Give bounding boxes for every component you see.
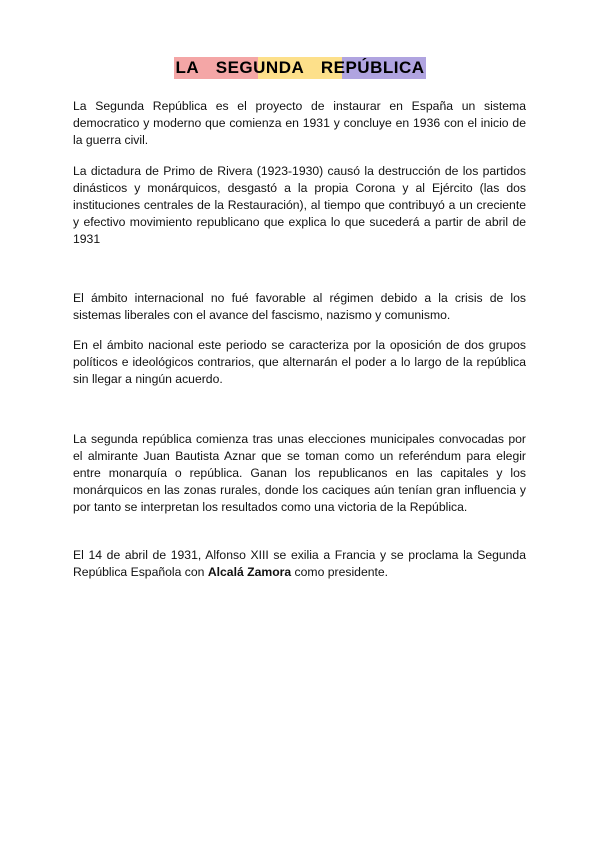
paragraph-intro: La Segunda República es el proyecto de instaurar en España un sistema democratico y moderno que comienza en 1931 y concluye en 1936 con el inicio de la guerra civil. (73, 99, 526, 147)
proclamacion-president-name: Alcalá Zamora (207, 565, 292, 579)
paragraph-dictadura: La dictadura de Primo de Rivera (1923-1930) causó la destrucción de los partidos dinásticos y monárquicos, desgastó a la propia Corona y al Ejército (las dos instituciones centrales de la Restauración), al tiempo que contribuyó a un creciente y efectivo movimiento republicano que explica lo que sucederá a partir de abril de 1931 (73, 164, 526, 246)
paragraph-ambito-nacional: En el ámbito nacional este periodo se caracteriza por la oposición de dos grupos políticos e ideológicos contrarios, que alternarán el poder a lo largo de la república sin llegar a ningún acuerdo. (73, 338, 526, 386)
paragraph-proclamacion (73, 547, 526, 581)
paragraph-elecciones: La segunda república comienza tras unas elecciones municipales convocadas por el almirante Juan Bautista Aznar que se toman como un referéndum para elegir entre monarquía o república. Ganan los republicanos en las capitales y los monárquicos en las zonas rurales, donde los caciques aún tenían gran influencia y por tanto se interpretan los resultados como una victoria de la República. (73, 432, 526, 514)
title-part-1: LA SEGUNDA REP (175, 58, 358, 77)
title-part-2: ÚBLICA (357, 58, 425, 77)
page-title (174, 57, 425, 79)
proclamacion-text-before: El 14 de abril de 1931, Alfonso XIII se exilia a Francia y se proclama la Segunda República Española con (73, 548, 526, 579)
proclamacion-text-after: como presidente. (291, 565, 389, 579)
paragraph-ambito-internacional: El ámbito internacional no fué favorable al régimen debido a la crisis de los sistemas liberales con el avance del fascismo, nazismo y comunismo. (73, 291, 526, 322)
title-container (0, 57, 600, 79)
